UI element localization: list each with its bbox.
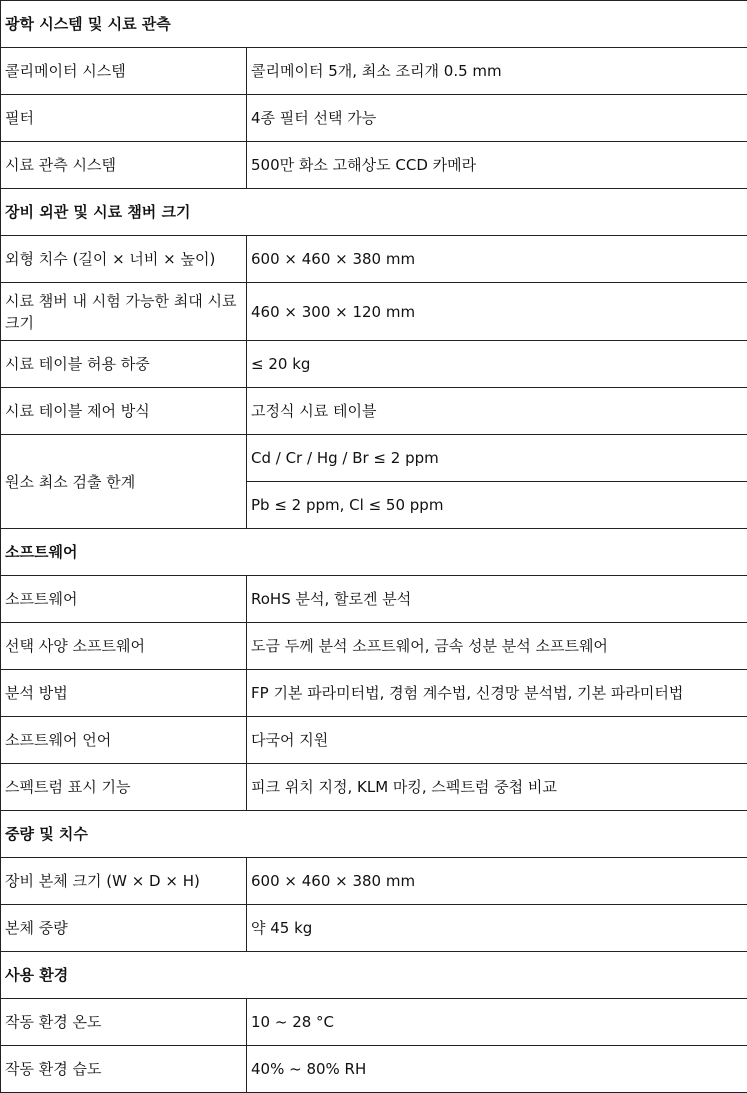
- spec-label: 분석 방법: [1, 670, 247, 717]
- spec-row: [1, 1046, 747, 1093]
- spec-value: 다국어 지원: [247, 717, 747, 764]
- spec-value: 도금 두께 분석 소프트웨어, 금속 성분 분석 소프트웨어: [247, 623, 747, 670]
- spec-value: 약 45 kg: [247, 905, 747, 952]
- spec-row: [1, 48, 747, 95]
- spec-label: 선택 사양 소프트웨어: [1, 623, 247, 670]
- spec-value: 10 ~ 28 °C: [247, 999, 747, 1046]
- spec-row: [1, 95, 747, 142]
- section-header-row: [1, 529, 747, 576]
- spec-label: 스펙트럼 표시 기능: [1, 764, 247, 811]
- spec-row: [1, 236, 747, 283]
- spec-value: 600 × 460 × 380 mm: [247, 858, 747, 905]
- section-title: 장비 외관 및 시료 챔버 크기: [1, 189, 747, 236]
- section-header-row: [1, 811, 747, 858]
- spec-value: Cd / Cr / Hg / Br ≤ 2 ppm: [247, 435, 747, 482]
- spec-label: 원소 최소 검출 한계: [1, 435, 247, 529]
- spec-value: 500만 화소 고해상도 CCD 카메라: [247, 142, 747, 189]
- spec-row: [1, 717, 747, 764]
- section-header-row: [1, 1, 747, 48]
- section-header-row: [1, 189, 747, 236]
- spec-value: FP 기본 파라미터법, 경험 계수법, 신경망 분석법, 기본 파라미터법: [247, 670, 747, 717]
- spec-row: [1, 623, 747, 670]
- spec-row: [1, 435, 747, 482]
- spec-row: [1, 341, 747, 388]
- spec-label: 작동 환경 습도: [1, 1046, 247, 1093]
- spec-row: [1, 999, 747, 1046]
- section-title: 광학 시스템 및 시료 관측: [1, 1, 747, 48]
- spec-label: 시료 챔버 내 시험 가능한 최대 시료 크기: [1, 283, 247, 341]
- spec-label: 소프트웨어: [1, 576, 247, 623]
- spec-row: [1, 905, 747, 952]
- spec-value: 600 × 460 × 380 mm: [247, 236, 747, 283]
- spec-value: 피크 위치 지정, KLM 마킹, 스펙트럼 중첩 비교: [247, 764, 747, 811]
- spec-value: 460 × 300 × 120 mm: [247, 283, 747, 341]
- spec-table-body: [1, 1, 747, 1093]
- spec-value: 4종 필터 선택 가능: [247, 95, 747, 142]
- spec-value: 40% ~ 80% RH: [247, 1046, 747, 1093]
- spec-value: 콜리메이터 5개, 최소 조리개 0.5 mm: [247, 48, 747, 95]
- spec-label: 시료 테이블 제어 방식: [1, 388, 247, 435]
- spec-value: ≤ 20 kg: [247, 341, 747, 388]
- spec-label: 필터: [1, 95, 247, 142]
- spec-value: RoHS 분석, 할로겐 분석: [247, 576, 747, 623]
- spec-label: 작동 환경 온도: [1, 999, 247, 1046]
- spec-label: 장비 본체 크기 (W × D × H): [1, 858, 247, 905]
- spec-label: 외형 치수 (길이 × 너비 × 높이): [1, 236, 247, 283]
- spec-value: Pb ≤ 2 ppm, Cl ≤ 50 ppm: [247, 482, 747, 529]
- spec-row: [1, 142, 747, 189]
- section-header-row: [1, 952, 747, 999]
- spec-row: [1, 576, 747, 623]
- spec-row: [1, 670, 747, 717]
- spec-label: 시료 테이블 허용 하중: [1, 341, 247, 388]
- spec-row: [1, 388, 747, 435]
- spec-label: 콜리메이터 시스템: [1, 48, 247, 95]
- section-title: 소프트웨어: [1, 529, 747, 576]
- section-title: 사용 환경: [1, 952, 747, 999]
- spec-label: 본체 중량: [1, 905, 247, 952]
- spec-value: 고정식 시료 테이블: [247, 388, 747, 435]
- spec-row: [1, 764, 747, 811]
- section-title: 중량 및 치수: [1, 811, 747, 858]
- spec-label: 시료 관측 시스템: [1, 142, 247, 189]
- spec-row: [1, 283, 747, 341]
- spec-label: 소프트웨어 언어: [1, 717, 247, 764]
- spec-row: [1, 858, 747, 905]
